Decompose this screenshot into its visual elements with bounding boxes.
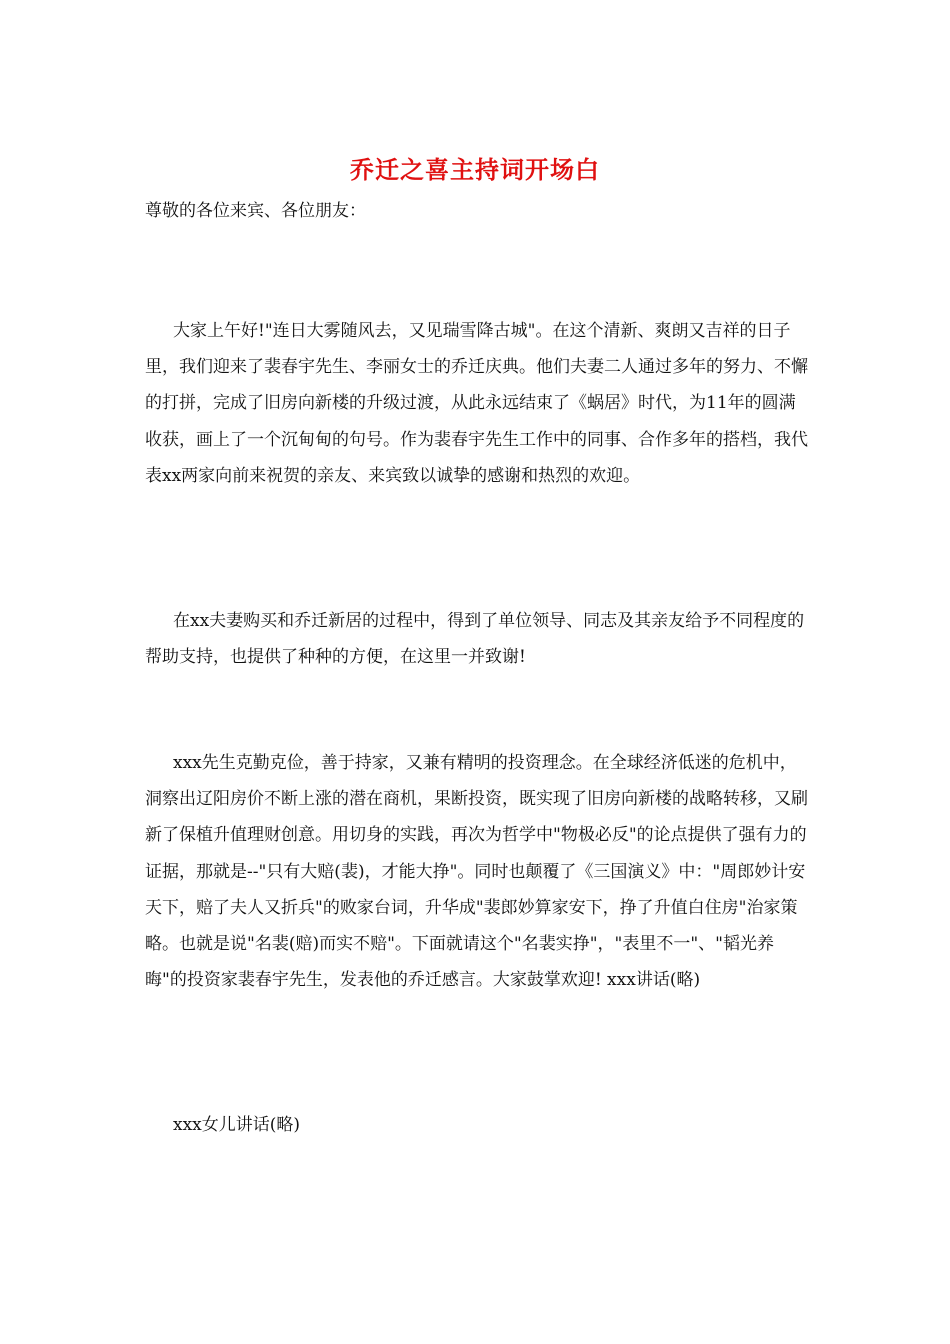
paragraph-daughter-speech: xxx女儿讲话(略) xyxy=(173,1115,301,1135)
salutation: 尊敬的各位来宾、各位朋友： xyxy=(145,201,366,221)
document-title: 乔迁之喜主持词开场白 xyxy=(350,155,600,184)
paragraph-introduction: xxx先生克勤克俭，善于持家，又兼有精明的投资理念。在全球经济低迷的危机中，洞察出辽阳房价不断上涨的潜在商机，果断投资，既实现了旧房向新楼的战略转移，又刷新了保植升值理财创意。用切身的实践，再次为哲学中"物极必反"的论点提供了强有力的证据，那就是--"只有大赔(裴)，才能大挣"。同时也颠覆了《三国演义》中："周郎妙计安天下，赔了夫人又折兵"的败家台词，升华成"裴郎妙算家安下，挣了升值白住房"治家策略。也就是说"名裴(赔)而实不赔"。下面就请这个"名裴实挣"，"表里不一"、"韬光养晦"的投资家裴春宇先生，发表他的乔迁感言。大家鼓掌欢迎! xxx讲话(略) xyxy=(145,753,808,991)
paragraph-opening: 大家上午好!"连日大雾随风去，又见瑞雪降古城"。在这个清新、爽朗又吉祥的日子里，我们迎来了裴春宇先生、李丽女士的乔迁庆典。他们夫妻二人通过多年的努力、不懈的打拼，完成了旧房向新楼的升级过渡，从此永远结束了《蜗居》时代，为11年的圆满收获，画上了一个沉甸甸的句号。作为裴春宇先生工作中的同事、合作多年的搭档，我代表xx两家向前来祝贺的亲友、来宾致以诚挚的感谢和热烈的欢迎。 xyxy=(145,321,808,486)
paragraph-thanks: 在xx夫妻购买和乔迁新居的过程中，得到了单位领导、同志及其亲友给予不同程度的帮助支持，也提供了种种的方便，在这里一并致谢! xyxy=(145,611,805,668)
